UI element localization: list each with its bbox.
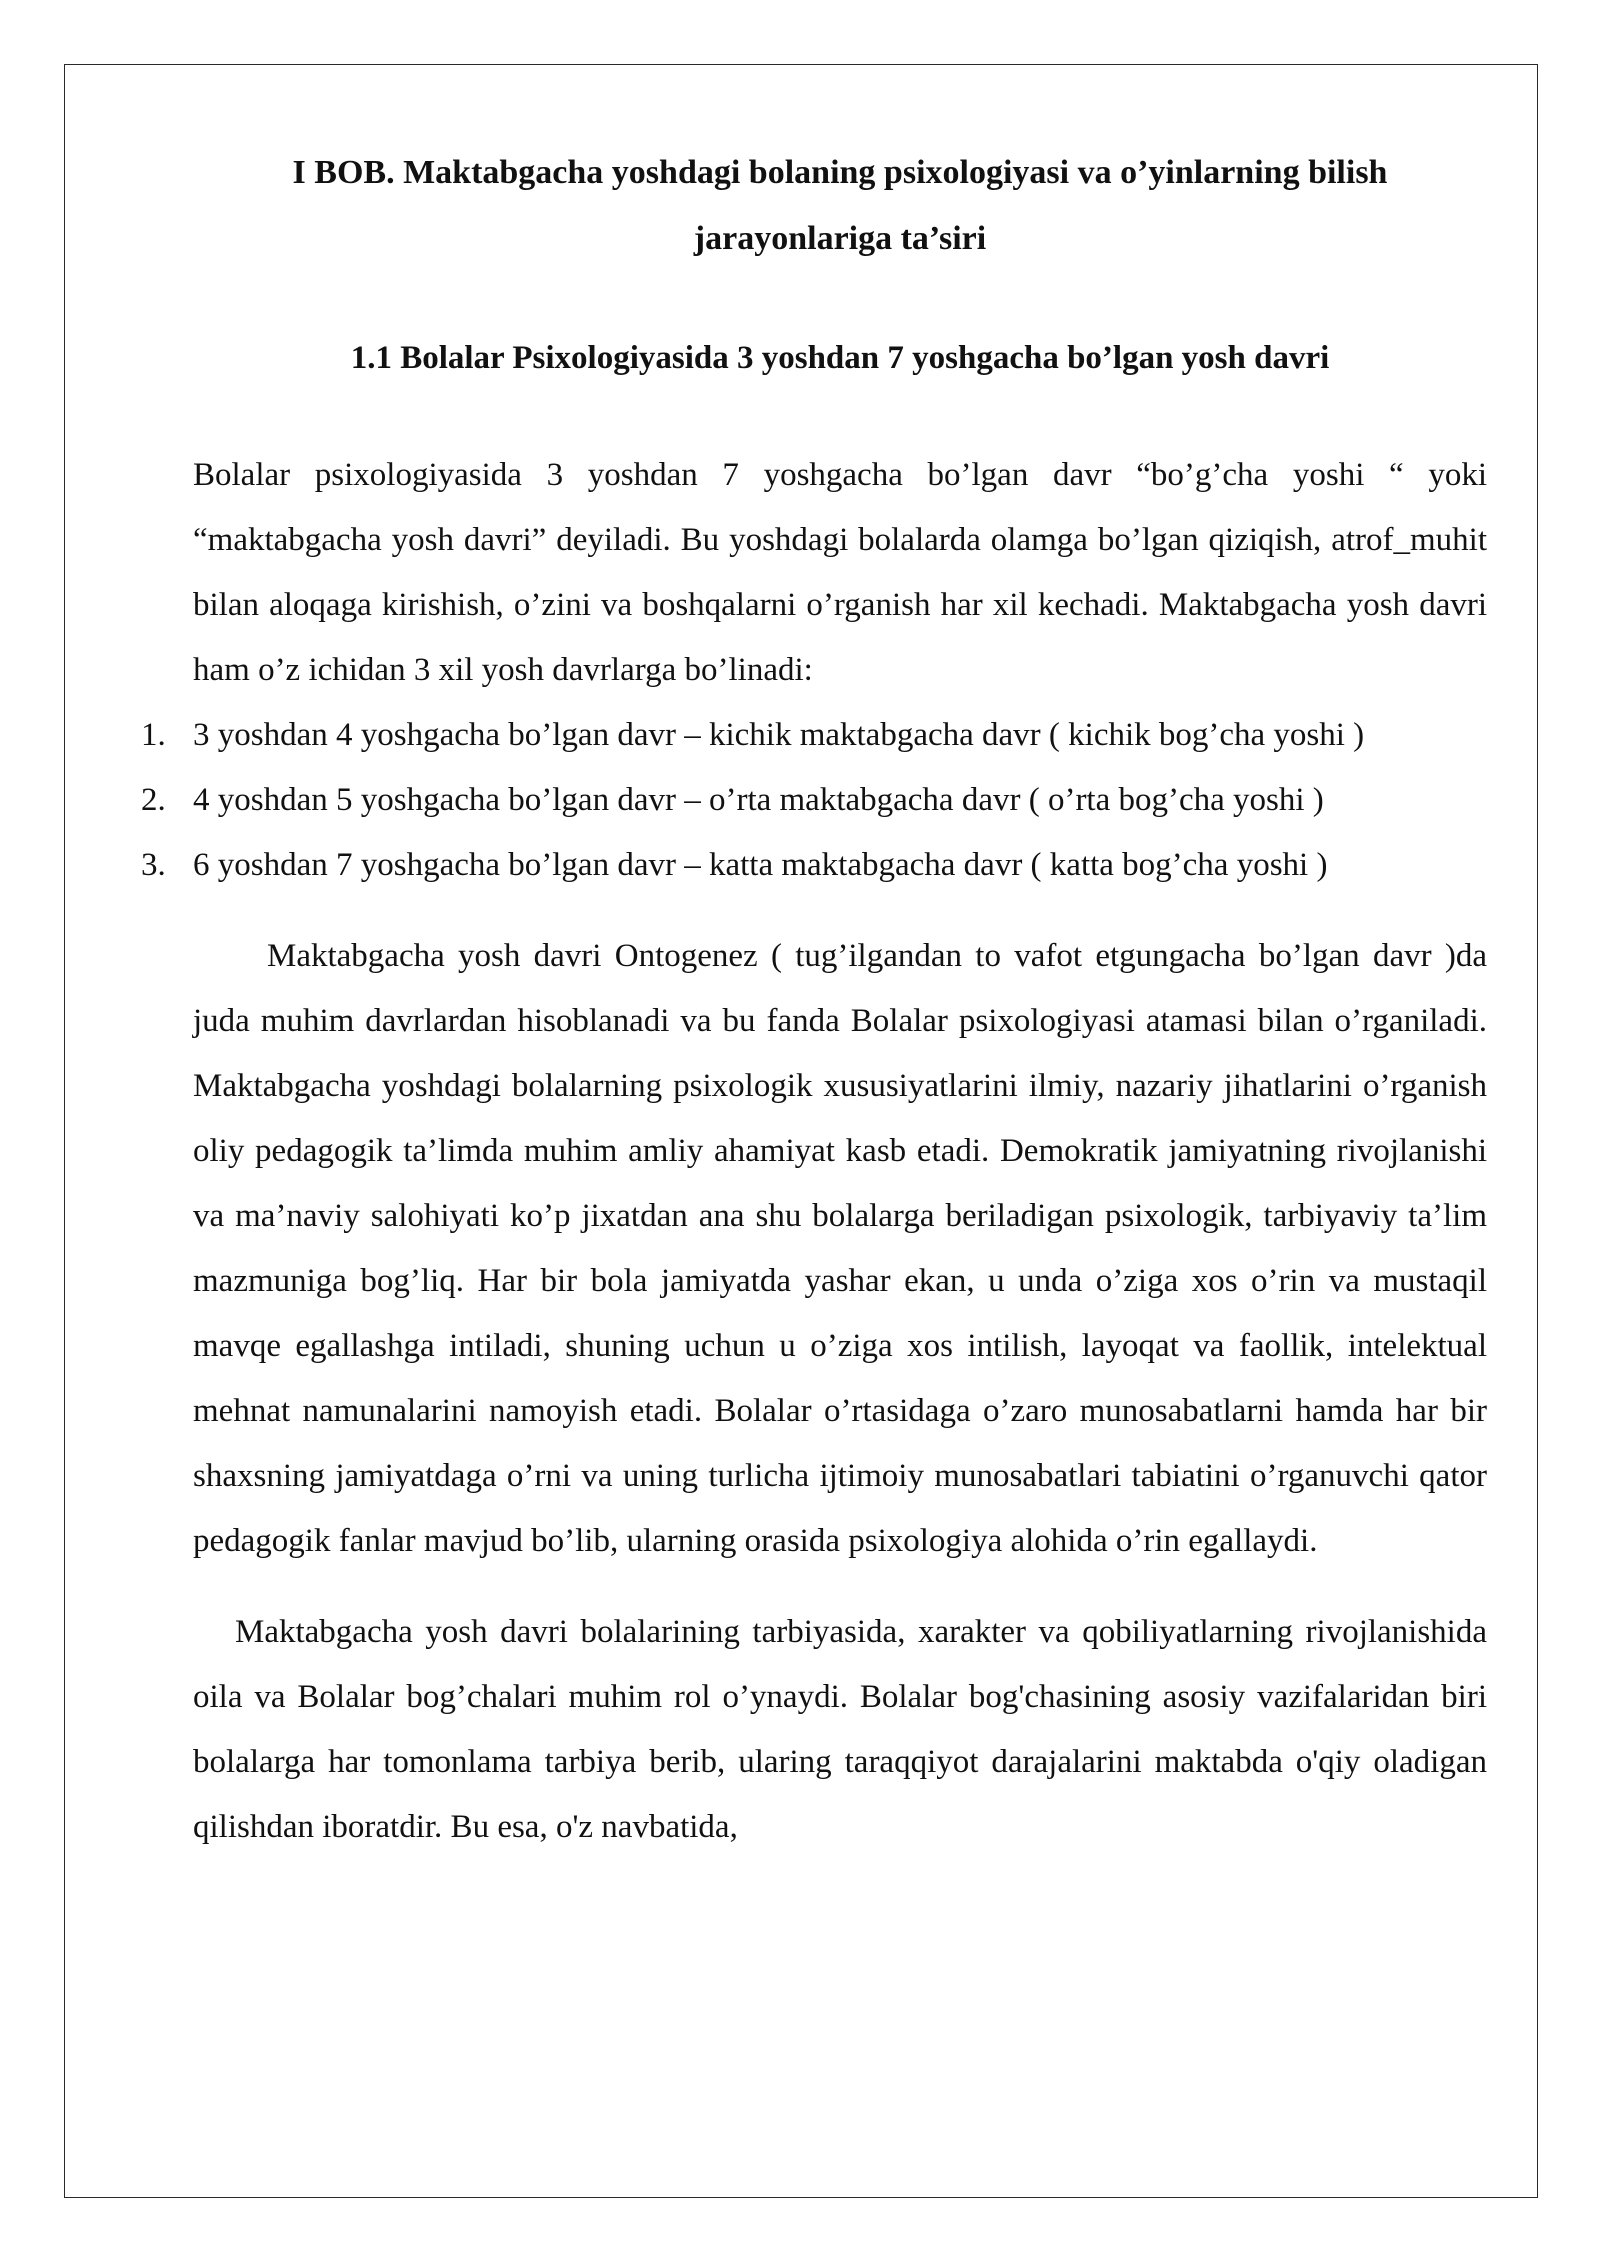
paragraph-2: Maktabgacha yosh davri Ontogenez ( tug’ilgandan to vafot etgungacha bo’lgan davr )da juda muhim davrlardan hisoblanadi va bu fanda Bolalar psixologiyasi atamasi bilan o’rganiladi. Maktabgacha yoshdagi bolalarning psixologik xususiyatlarini ilmiy, nazariy jihatlarini o’rganish oliy pedagogik ta’limda muhim amliy ahamiyat kasb etadi. Demokratik jamiyatning rivojlanishi va ma’naviy salohiyati ko’p jixatdan ana shu bolalarga beriladigan psixologik, tarbiyaviy ta’lim mazmuniga bog’liq. Har bir bola jamiyatda yashar ekan, u unda o’ziga xos o’rin va mustaqil mavqe egallashga intiladi, shuning uchun u o’ziga xos intilish, layoqat va faollik, intelektual mehnat namunalarini namoyish etadi. Bolalar o’rtasidaga o’zaro munosabatlarni hamda har bir shaxsning jamiyatdaga o’rni va uning turlicha ijtimoiy munosabatlari tabiatini o’rganuvchi qator pedagogik fanlar mavjud bo’lib, ularning orasida psixologiya alohida o’rin egallaydi. xyxy=(193,938,1487,1559)
list-number: 2. xyxy=(141,782,166,818)
list-item-text: 6 yoshdan 7 yoshgacha bo’lgan davr – katta maktabgacha davr ( katta bog’cha yoshi ) xyxy=(193,847,1328,883)
list-number: 3. xyxy=(141,847,166,883)
list-item xyxy=(141,703,1487,768)
section-title: 1.1 Bolalar Psixologiyasida 3 yoshdan 7 yoshgacha bo’lgan yosh davri xyxy=(350,340,1330,376)
list-item xyxy=(141,833,1487,898)
chapter-title: I BOB. Maktabgacha yoshdagi bolaning psixologiyasi va o’yinlarning bilish jarayonlariga ta’siri xyxy=(292,154,1388,257)
age-period-list xyxy=(141,703,1487,898)
list-item-text: 4 yoshdan 5 yoshgacha bo’lgan davr – o’rta maktabgacha davr ( o’rta bog’cha yoshi ) xyxy=(193,782,1324,818)
list-item xyxy=(141,768,1487,833)
paragraph-1: Bolalar psixologiyasida 3 yoshdan 7 yoshgacha bo’lgan davr “bo’g’cha yoshi “ yoki “maktabgacha yosh davri” deyiladi. Bu yoshdagi bolalarda olamga bo’lgan qiziqish, atrof_muhit bilan aloqaga kirishish, o’zini va boshqalarni o’rganish har xil kechadi. Maktabgacha yosh davri ham o’z ichidan 3 xil yosh davrlarga bo’linadi: xyxy=(193,457,1487,688)
document-body xyxy=(141,140,1487,1860)
paragraph-3: Maktabgacha yosh davri bolalarining tarbiyasida, xarakter va qobiliyatlarning rivojlanishida oila va Bolalar bog’chalari muhim rol o’ynaydi. Bolalar bog'chasining asosiy vazifalaridan biri bolalarga har tomonlama tarbiya berib, ularing taraqqiyot darajalarini maktabda o'qiy oladigan qilishdan iboratdir. Bu esa, o'z navbatida, xyxy=(193,1614,1487,1845)
list-number: 1. xyxy=(141,717,166,753)
list-item-text: 3 yoshdan 4 yoshgacha bo’lgan davr – kichik maktabgacha davr ( kichik bog’cha yoshi ) xyxy=(193,717,1365,753)
